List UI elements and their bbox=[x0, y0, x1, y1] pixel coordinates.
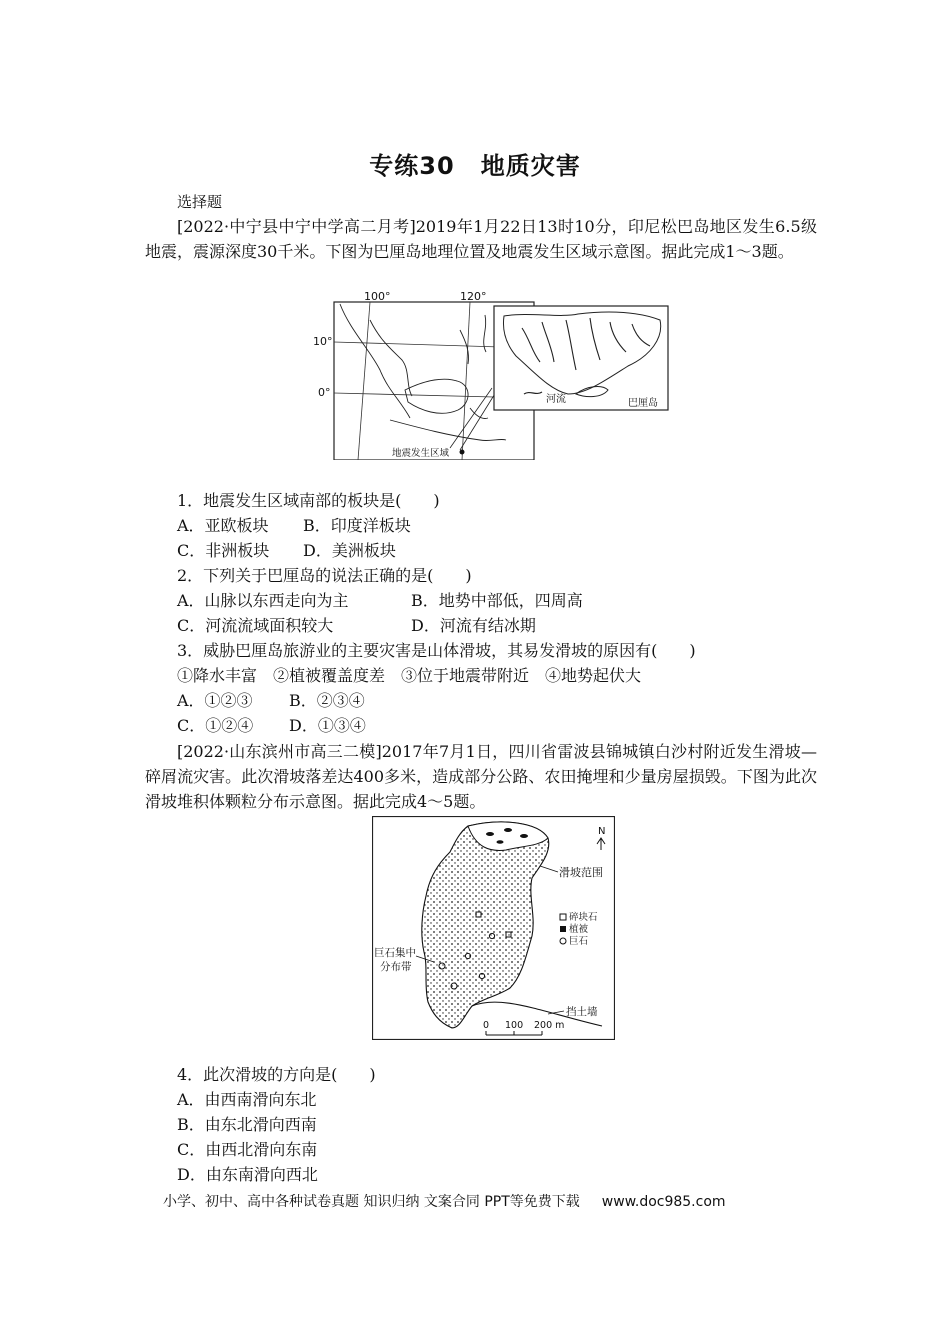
north-label: N bbox=[598, 826, 606, 837]
q3-option-d: D．①③④ bbox=[289, 716, 366, 735]
page-footer bbox=[163, 1191, 726, 1211]
band-label-1: 巨石集中 bbox=[374, 947, 416, 959]
q1-option-d: D．美洲板块 bbox=[303, 541, 396, 560]
q1-option-a: A．亚欧板块 bbox=[177, 516, 269, 535]
island-label: 巴厘岛 bbox=[628, 398, 658, 409]
lon-label-120: 120° bbox=[460, 290, 487, 303]
section-label: 选择题 bbox=[177, 193, 223, 211]
legend-vegetation: 植被 bbox=[569, 924, 589, 935]
q3-options-row-2 bbox=[177, 714, 366, 738]
q4-option-d: D．由东南滑向西北 bbox=[177, 1165, 318, 1184]
q2-option-a: A．山脉以东西走向为主 bbox=[177, 591, 349, 610]
q4-option-c: C．由西北滑向东南 bbox=[177, 1140, 318, 1159]
q2-options-row-2 bbox=[177, 614, 536, 638]
title-main: 专练30 bbox=[369, 152, 455, 180]
q3-stem: 3．威胁巴厘岛旅游业的主要灾害是山体滑坡，其易发滑坡的原因有( ) bbox=[177, 641, 696, 660]
footer-text: 小学、初中、高中各种试卷真题 知识归纳 文案合同 PPT等免费下载 bbox=[163, 1194, 580, 1210]
q1-options-row-1 bbox=[177, 514, 411, 538]
wall-label: 挡土墙 bbox=[566, 1006, 598, 1018]
scale-0: 0 bbox=[483, 1020, 490, 1031]
title-sub: 地质灾害 bbox=[480, 152, 581, 180]
legend-boulder: 巨石 bbox=[569, 936, 589, 947]
zone-label: 地震发生区域 bbox=[392, 448, 450, 459]
q4-option-a: A．由西南滑向东北 bbox=[177, 1090, 317, 1109]
legend-river: 河流 bbox=[546, 394, 566, 405]
footer-site-link[interactable]: www.doc985.com bbox=[601, 1194, 726, 1210]
q3-option-a: A．①②③ bbox=[177, 691, 253, 710]
q4-option-b: B．由东北滑向西南 bbox=[177, 1115, 317, 1134]
q3-option-c: C．①②④ bbox=[177, 716, 254, 735]
map-bali-location bbox=[310, 290, 670, 460]
page-title bbox=[0, 146, 950, 181]
legend-debris: 碎块石 bbox=[569, 912, 598, 923]
map-landslide-distribution bbox=[372, 816, 615, 1040]
range-label: 滑坡范围 bbox=[559, 866, 603, 879]
q3-options-row-1 bbox=[177, 689, 365, 713]
lon-label-100: 100° bbox=[364, 290, 391, 303]
q4-stem: 4．此次滑坡的方向是( ) bbox=[177, 1065, 376, 1084]
q1-option-c: C．非洲板块 bbox=[177, 541, 270, 560]
q3-reasons: ①降水丰富 ②植被覆盖度差 ③位于地震带附近 ④地势起伏大 bbox=[177, 666, 642, 685]
q1-options-row-2 bbox=[177, 539, 396, 563]
q2-option-c: C．河流流域面积较大 bbox=[177, 616, 334, 635]
q2-option-d: D．河流有结冰期 bbox=[411, 616, 536, 635]
q3-option-b: B．②③④ bbox=[289, 691, 365, 710]
scale-100: 100 bbox=[505, 1020, 524, 1031]
q1-stem: 1．地震发生区域南部的板块是( ) bbox=[177, 491, 440, 510]
scale-200: 200 m bbox=[534, 1020, 565, 1031]
passage-2: [2022·山东滨州市高三二模]2017年7月1日，四川省雷波县锦城镇白沙村附近发生滑坡—碎屑流灾害。此次滑坡落差达400多米，造成部分公路、农田掩埋和少量房屋损毁。下图为此次滑坡堆积体颗粒分布示意图。据此完成4～5题。 bbox=[145, 742, 817, 811]
q2-stem: 2．下列关于巴厘岛的说法正确的是( ) bbox=[177, 566, 472, 585]
lat-label-10: 10° bbox=[313, 335, 333, 348]
q2-options-row-1 bbox=[177, 589, 583, 613]
band-label-2: 分布带 bbox=[380, 961, 412, 973]
q1-option-b: B．印度洋板块 bbox=[303, 516, 411, 535]
passage-1: [2022·中宁县中宁中学高二月考]2019年1月22日13时10分，印尼松巴岛地区发生6.5级地震，震源深度30千米。下图为巴厘岛地理位置及地震发生区域示意图。据此完成1～3题。 bbox=[145, 217, 817, 261]
q2-option-b: B．地势中部低，四周高 bbox=[411, 591, 583, 610]
lat-label-0: 0° bbox=[318, 386, 331, 399]
